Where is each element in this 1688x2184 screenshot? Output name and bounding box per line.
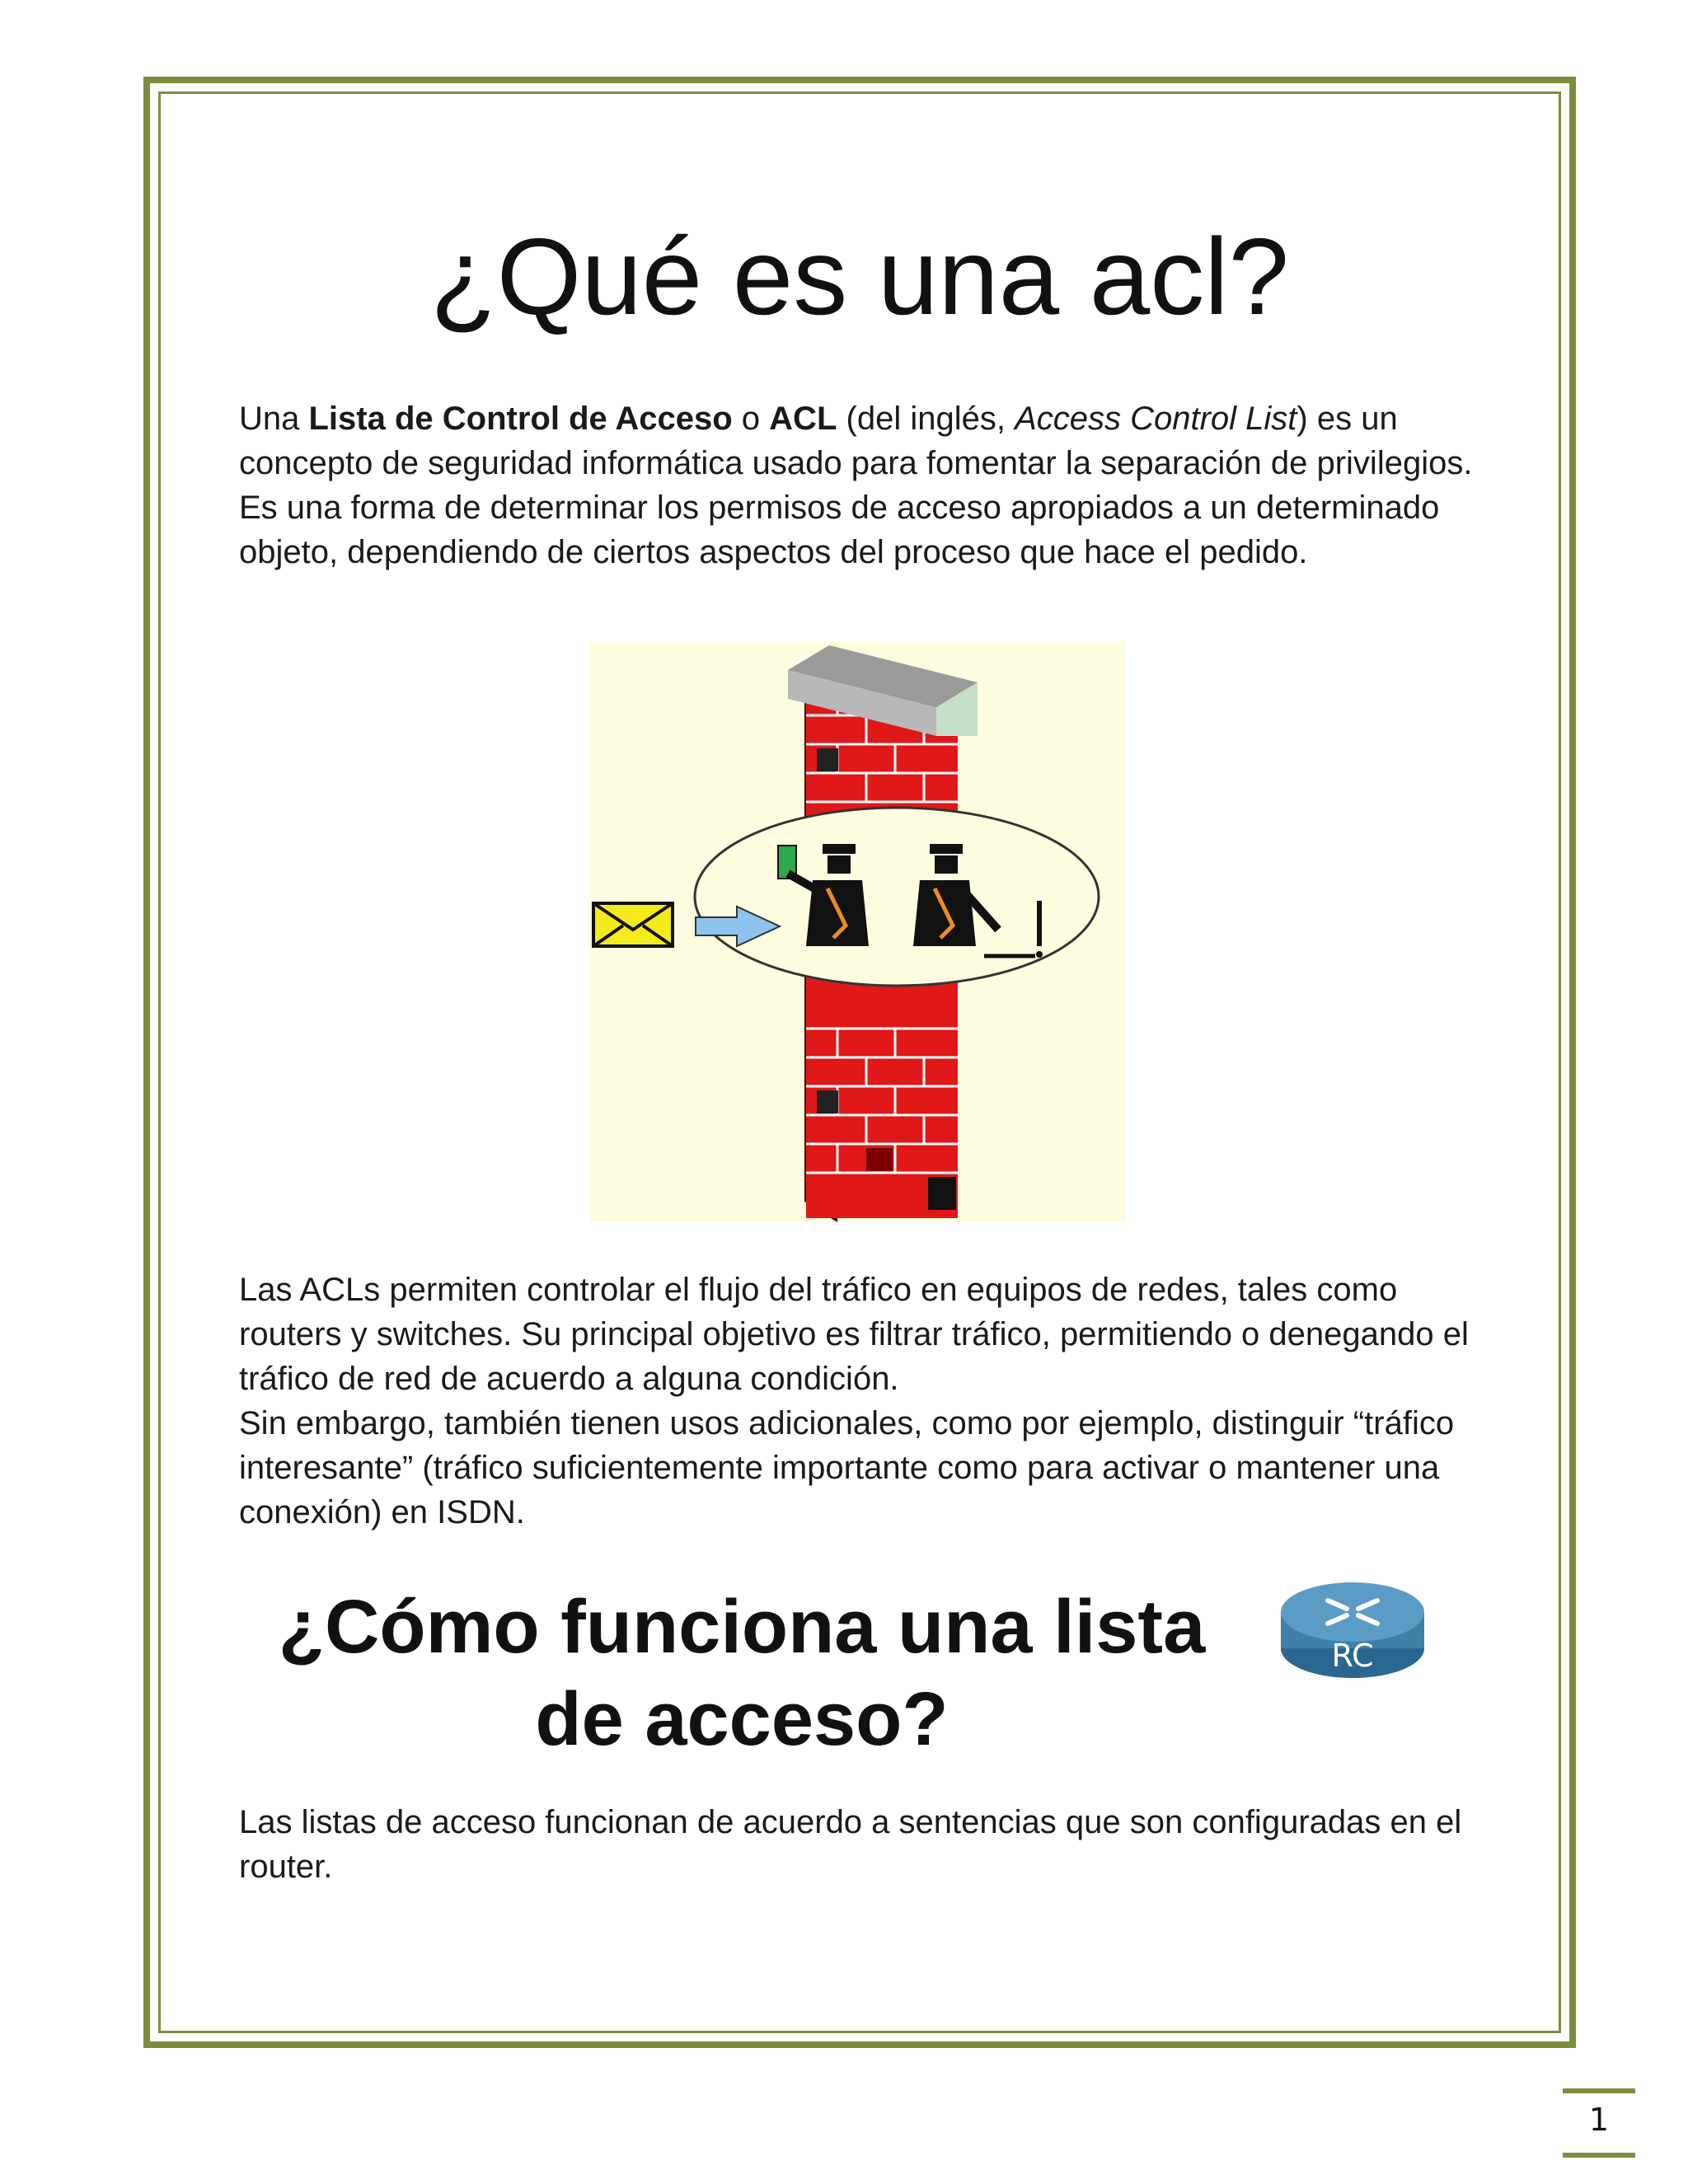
heading-what-is-acl: ¿Qué es una acl? <box>430 216 1289 337</box>
intro-paragraph <box>239 396 1492 574</box>
page-number-rule-top <box>1563 2088 1635 2093</box>
acl-statements-paragraph: Las listas de acceso funcionan de acuerdo a sentencias que son configuradas en el router. <box>239 1804 1462 1885</box>
page-number: 1 <box>1588 2102 1610 2138</box>
intro-bold-acronym: ACL <box>769 401 837 437</box>
router-label: RC <box>1331 1638 1374 1674</box>
router-icon <box>1274 1572 1431 1688</box>
page-number-rule-bottom <box>1563 2153 1635 2158</box>
acl-purpose-line-2: Sin embargo, también tienen usos adicionales, como por ejemplo, distinguir “tráfico interesante” (tráfico suficientemente importante como para activar o mantener una conexión) en ISDN. <box>239 1405 1455 1530</box>
envelope-icon <box>593 903 673 946</box>
intro-text: (del inglés, <box>837 401 1015 437</box>
intro-italic-english: Access Control List <box>1015 401 1297 437</box>
intro-text: ) es un concepto de seguridad informática usado para fomentar la separación de privilegios. Es una forma de determinar los permisos de acceso apropiados a un determinado objeto, dependiendo de ciertos aspectos del proceso que hace el pedido. <box>239 401 1473 570</box>
intro-text: o <box>732 401 770 437</box>
acl-purpose-line-1: Las ACLs permiten controlar el flujo del tráfico en equipos de redes, tales como routers y switches. Su principal objetivo es filtrar tráfico, permitiendo o denegando el tráfico de red de acuerdo a alguna condición. <box>239 1272 1469 1397</box>
firewall-illustration <box>590 641 1126 1222</box>
intro-bold-term: Lista de Control de Acceso <box>308 401 733 437</box>
intro-text: Una <box>239 401 309 437</box>
acl-purpose-paragraph <box>239 1268 1492 1535</box>
heading-how-acl-works: ¿Cómo funciona una lista de acceso? <box>278 1585 1206 1761</box>
